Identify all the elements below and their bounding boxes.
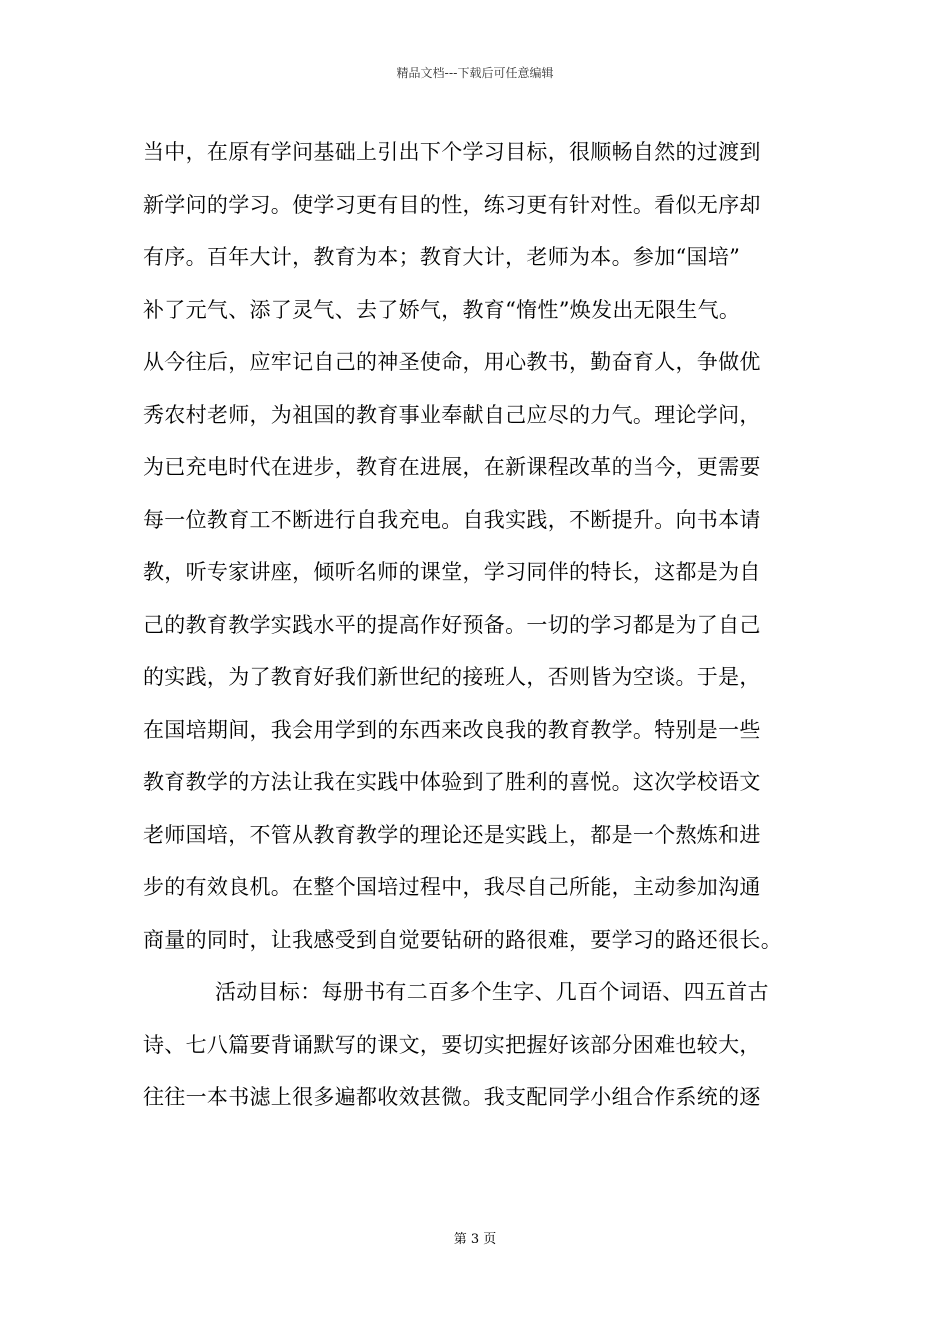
page-header: 精品文档---下载后可任意编辑	[396, 66, 554, 80]
text-line: 每一位教育工不断进行自我充电。自我实践，不断提升。向书本请	[143, 507, 761, 532]
text-line: 往往一本书滤上很多遍都收效甚微。我支配同学小组合作系统的逐	[143, 1085, 761, 1109]
text-line: 的实践，为了教育好我们新世纪的接班人，否则皆为空谈。于是，	[143, 665, 761, 689]
text-line: 诗、七八篇要背诵默写的课文，要切实把握好该部分困难也较大，	[143, 1032, 761, 1057]
text-line: 老师国培，不管从教育教学的理论还是实践上，都是一个熬炼和进	[143, 822, 761, 847]
text-line: 教，听专家讲座，倾听名师的课堂，学习同伴的特长，这都是为自	[143, 560, 761, 584]
text-line: 从今往后，应牢记自己的神圣使命，用心教书，勤奋育人，争做优	[143, 350, 761, 374]
text-line: 步的有效良机。在整个国培过程中，我尽自己所能，主动参加沟通	[143, 875, 761, 899]
text-line: 补了元气、添了灵气、去了娇气，教育“惰性”焕发出无限生气。	[143, 297, 741, 322]
text-line: 为已充电时代在进步，教育在进展，在新课程改革的当今，更需要	[143, 455, 761, 479]
text-line: 有序。百年大计，教育为本；教育大计，老师为本。参加“国培”	[143, 245, 741, 269]
text-line: 商量的同时，让我感受到自觉要钻研的路很难，要学习的路还很长。	[143, 927, 782, 952]
text-line: 己的教育教学实践水平的提高作好预备。一切的学习都是为了自己	[143, 612, 761, 637]
text-line: 当中，在原有学问基础上引出下个学习目标，很顺畅自然的过渡到	[143, 140, 761, 164]
text-line: 新学问的学习。使学习更有目的性，练习更有针对性。看似无序却	[143, 192, 761, 217]
paragraph-start-line: 活动目标：每册书有二百多个生字、几百个词语、四五首古	[215, 980, 769, 1004]
text-line: 在国培期间，我会用学到的东西来改良我的教育教学。特别是一些	[143, 717, 761, 742]
page-number: 第 3 页	[453, 1232, 497, 1247]
text-line: 教育教学的方法让我在实践中体验到了胜利的喜悦。这次学校语文	[143, 770, 761, 794]
document-body	[143, 132, 823, 1130]
text-line: 秀农村老师，为祖国的教育事业奉献自己应尽的力气。理论学问，	[143, 402, 761, 427]
